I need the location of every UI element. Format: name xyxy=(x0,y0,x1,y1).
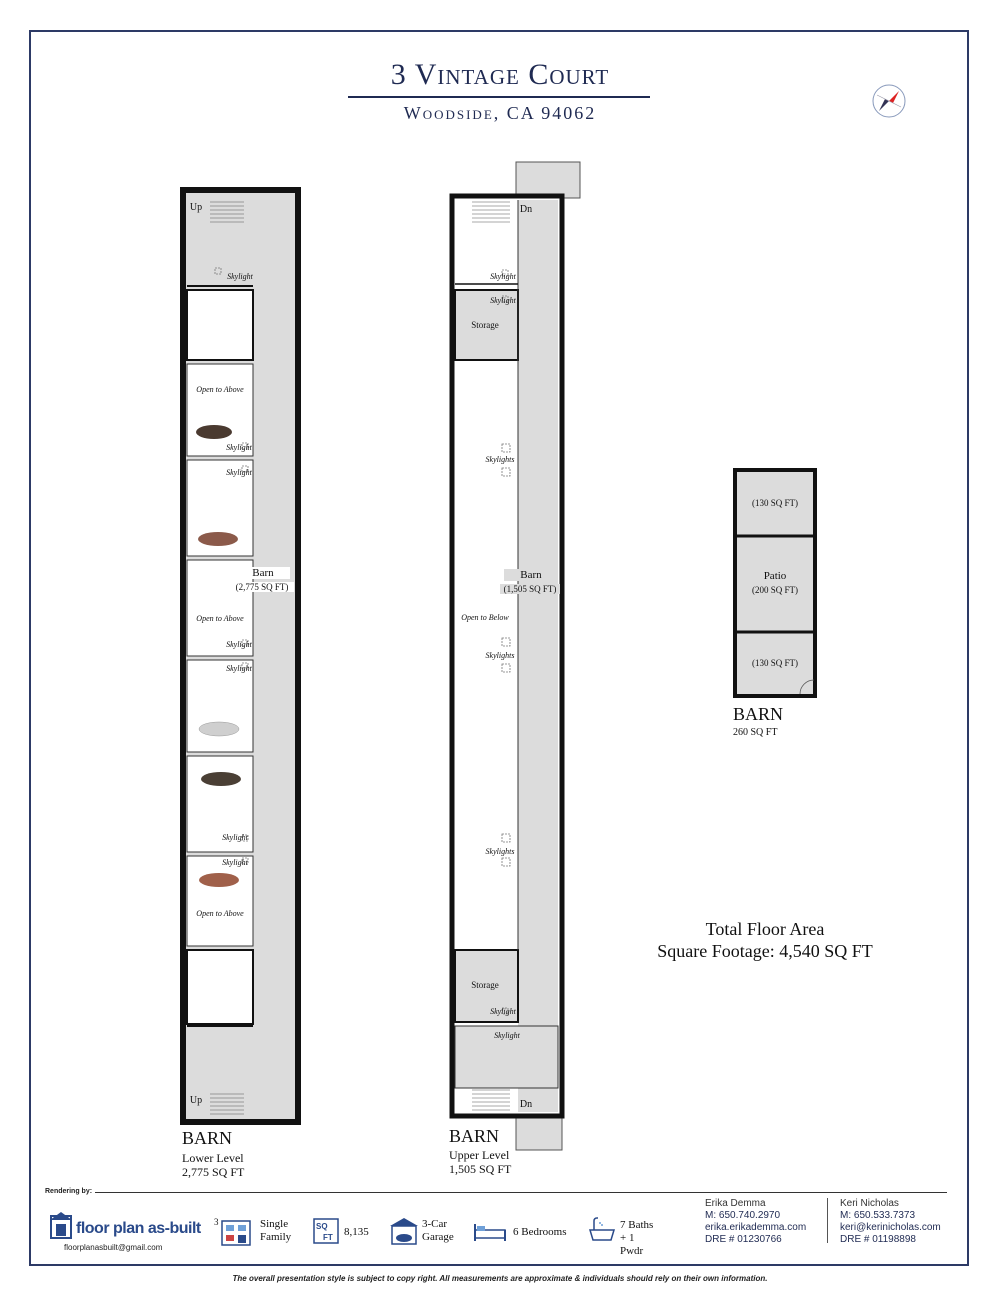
upper-skylight-label-4: Skylight xyxy=(494,1031,520,1040)
bath-icon xyxy=(588,1216,616,1244)
garage-icon xyxy=(389,1216,419,1246)
svg-text:3: 3 xyxy=(214,1217,219,1227)
small-barn-patio-name: Patio xyxy=(763,570,787,582)
logo-name: floor plan as-built xyxy=(76,1220,201,1237)
upper-level-name: Upper Level xyxy=(449,1148,510,1162)
upper-open-to-below: Open to Below xyxy=(461,613,509,622)
lower-skylight-label-5: Skylight xyxy=(226,664,252,673)
lower-room-name: Barn xyxy=(236,567,290,579)
upper-skylights-label-3: Skylights xyxy=(485,847,515,856)
logo-icon xyxy=(50,1212,72,1240)
house-icon xyxy=(214,1215,256,1247)
lower-open-to-above-1: Open to Above xyxy=(196,385,244,394)
agent-2-web[interactable]: keri@kerinicholas.com xyxy=(840,1222,941,1233)
total-floor-area xyxy=(630,918,900,962)
lower-level-name: Lower Level xyxy=(182,1151,244,1165)
lower-skylight-label-7: Skylight xyxy=(222,858,248,867)
svg-text:FT: FT xyxy=(323,1233,333,1242)
upper-storage-label-2: Storage xyxy=(471,980,499,990)
feature-bedrooms: 6 Bedrooms xyxy=(513,1226,567,1238)
agent-divider xyxy=(827,1198,828,1243)
total-line-2: Square Footage: 4,540 SQ FT xyxy=(657,941,873,961)
agent-2-phone[interactable]: M: 650.533.7373 xyxy=(840,1210,916,1221)
agent-1-name: Erika Demma xyxy=(705,1198,766,1209)
upper-dn-label: Dn xyxy=(519,204,533,215)
lower-skylight-label-2: Skylight xyxy=(226,443,252,452)
upper-dn-label-2: Dn xyxy=(519,1099,533,1110)
rendering-by-label: Rendering by: xyxy=(45,1188,93,1195)
upper-storage-label-1: Storage xyxy=(471,320,499,330)
lower-level-title: BARN xyxy=(182,1128,233,1148)
svg-text:SQ: SQ xyxy=(316,1222,328,1231)
lower-open-to-above-3: Open to Above xyxy=(196,909,244,918)
lower-skylight-label-4: Skylight xyxy=(226,640,252,649)
upper-skylights-label-1: Skylights xyxy=(485,455,515,464)
lower-skylight-label-3: Skylight xyxy=(226,468,252,477)
small-barn-area: 260 SQ FT xyxy=(733,727,778,738)
logo-email[interactable]: floorplanasbuilt@gmail.com xyxy=(64,1243,163,1252)
page-title: 3 Vintage Court xyxy=(390,58,610,91)
small-barn-title: BARN xyxy=(733,704,784,724)
sqft-icon xyxy=(313,1218,339,1244)
lower-up-label-2: Up xyxy=(189,1095,203,1106)
upper-skylights-label-2: Skylights xyxy=(485,651,515,660)
agent-1-web[interactable]: erika.erikademma.com xyxy=(705,1222,807,1233)
copyright-disclaimer: The overall presentation style is subject to copy right. All measurements are approximate & individuals should rely on their own information. xyxy=(232,1274,768,1283)
feature-baths: 7 Baths + 1 Pwdr xyxy=(620,1219,654,1257)
small-barn-room-top: (130 SQ FT) xyxy=(751,498,798,508)
lower-up-label: Up xyxy=(189,202,203,213)
upper-level-title: BARN xyxy=(449,1126,500,1146)
feature-sqft: 8,135 xyxy=(344,1226,369,1238)
total-line-1: Total Floor Area xyxy=(705,919,825,939)
agent-card-2 xyxy=(840,1198,941,1246)
upper-level-area: 1,505 SQ FT xyxy=(449,1162,512,1176)
agent-1-phone[interactable]: M: 650.740.2970 xyxy=(705,1210,781,1221)
small-barn-patio-area: (200 SQ FT) xyxy=(751,585,798,595)
lower-room-area: (2,775 SQ FT) xyxy=(230,582,294,592)
upper-room-name: Barn xyxy=(504,569,558,581)
upper-skylight-label-1: Skylight xyxy=(490,272,516,281)
agent-card-1 xyxy=(705,1198,806,1246)
upper-skylight-label-3: Skylight xyxy=(490,1007,516,1016)
small-barn-room-bottom: (130 SQ FT) xyxy=(751,658,798,668)
agent-2-name: Keri Nicholas xyxy=(840,1198,899,1209)
lower-open-to-above-2: Open to Above xyxy=(196,614,244,623)
page-subtitle: Woodside, CA 94062 xyxy=(403,103,597,123)
bed-icon xyxy=(473,1222,507,1242)
feature-single-family: Single Family xyxy=(260,1218,292,1243)
agent-1-dre: DRE # 01230766 xyxy=(705,1234,782,1245)
upper-room-area: (1,505 SQ FT) xyxy=(500,584,560,594)
upper-skylight-label-2: Skylight xyxy=(490,296,516,305)
lower-skylight-label-1: Skylight xyxy=(227,272,253,281)
lower-level-area: 2,775 SQ FT xyxy=(182,1165,245,1179)
footer-divider xyxy=(95,1192,947,1193)
agent-2-dre: DRE # 01198898 xyxy=(840,1234,916,1245)
lower-level-plan xyxy=(183,190,298,1122)
lower-skylight-label-6: Skylight xyxy=(222,833,248,842)
feature-garage: 3-Car Garage xyxy=(422,1218,454,1243)
